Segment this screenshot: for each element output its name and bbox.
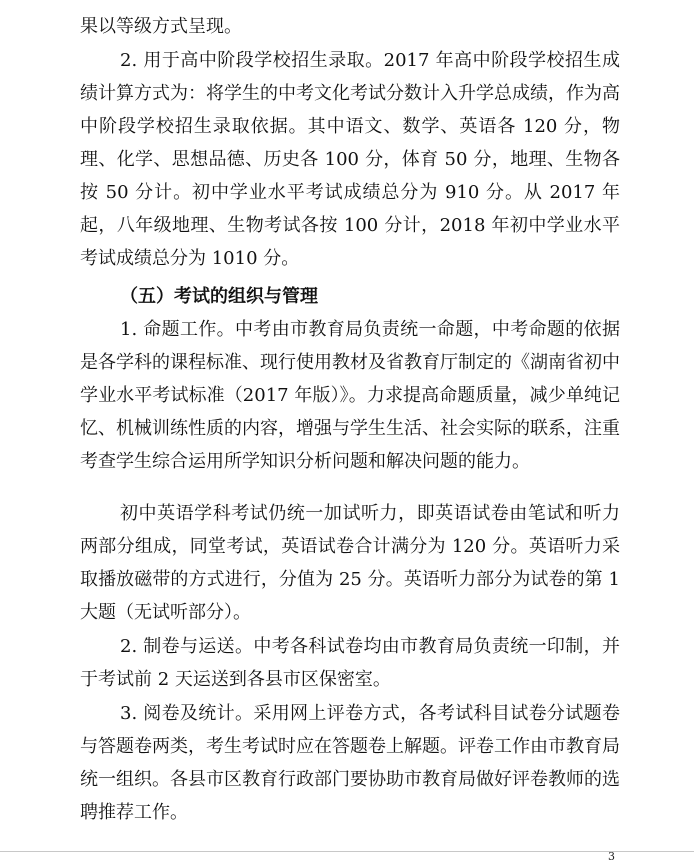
- paragraph-english-listening: 初中英语学科考试仍统一加试听力，即英语试卷由笔试和听力两部分组成，同堂考试，英语试卷合计满分为 120 分。英语听力采取播放磁带的方式进行，分值为 25 分。英语听力部分为试卷的第 1 大题（无试听部分）。: [80, 503, 620, 623]
- page-number: 3: [608, 850, 615, 863]
- footer-divider: [0, 851, 694, 852]
- section-heading: （五）考试的组织与管理: [120, 286, 318, 307]
- paragraph-admission: 2. 用于高中阶段学校招生录取。2017 年高中阶段学校招生成绩计算方式为：将学生的中考文化考试分数计入升学总成绩，作为高中阶段学校招生录取依据。其中语文、数学、英语各 120 分，物理、化学、思想品德、历史各 100 分，体育 50 分，地理、生物各按 50 分计。初中学业水平考试成绩总分为 910 分。从 2017 年起，八年级地理、生物考试各按 100 分计，2018 年初中学业水平考试成绩总分为 1010 分。: [80, 50, 620, 269]
- paragraph-continuation: 果以等级方式呈现。: [80, 16, 242, 37]
- paragraph-proposition: 1. 命题工作。中考由市教育局负责统一命题，中考命题的依据是各学科的课程标准、现行使用教材及省教育厅制定的《湖南省初中学业水平考试标准（2017 年版）》。力求提高命题质量，减少单纯记忆、机械训练性质的内容，增强与学生生活、社会实际的联系，注重考查学生综合运用所学知识分析问题和解决问题的能力。: [80, 319, 620, 472]
- paragraph-printing-transport: 2. 制卷与运送。中考各科试卷均由市教育局负责统一印制，并于考试前 2 天运送到各县市区保密室。: [80, 636, 620, 690]
- paragraph-grading: 3. 阅卷及统计。采用网上评卷方式，各考试科目试卷分试题卷与答题卷两类，考生考试时应在答题卷上解题。评卷工作由市教育局统一组织。各县市区教育行政部门要协助市教育局做好评卷教师的选聘推荐工作。: [80, 703, 620, 823]
